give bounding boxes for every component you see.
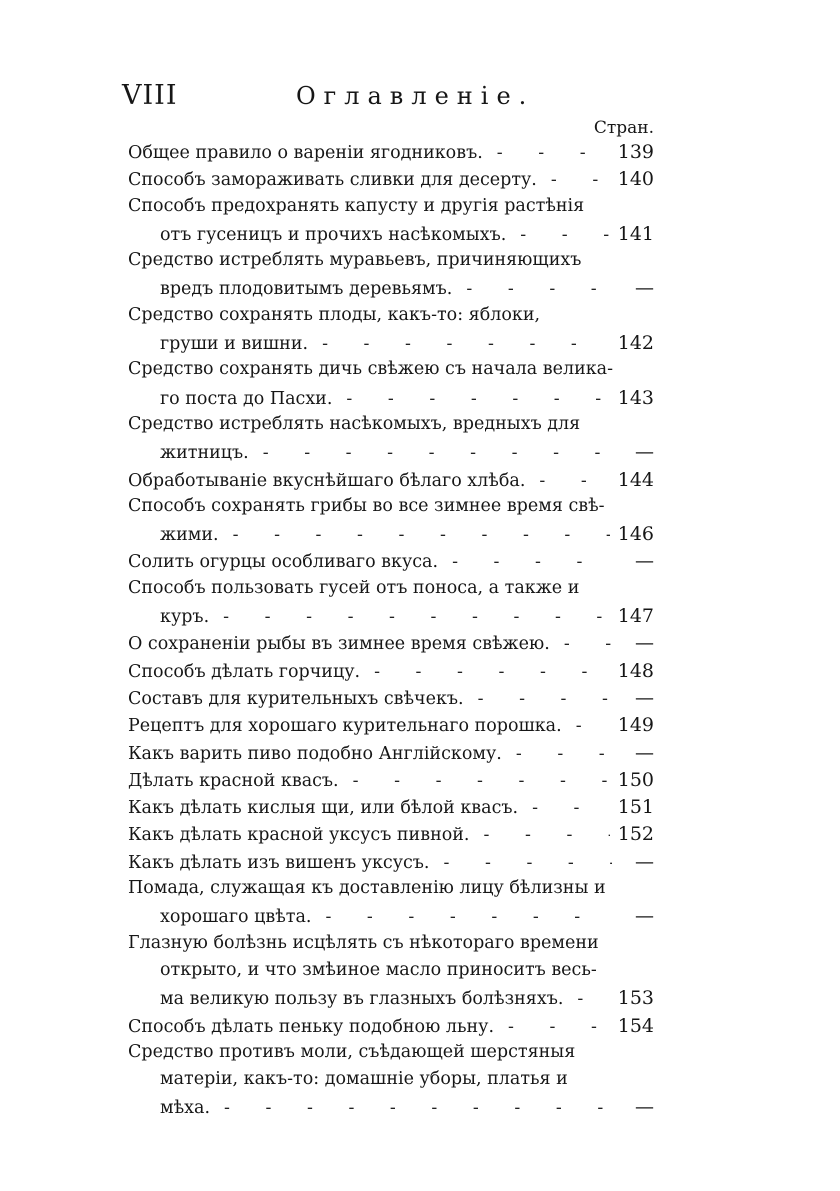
toc-entry-text: Способъ пользовать гусей отъ поноса, а также и xyxy=(128,577,580,598)
toc-entry-text: Способъ дѣлать горчицу. xyxy=(128,661,361,682)
toc-entry-text: отъ гусеницъ и прочихъ насѣкомыхъ. xyxy=(160,224,507,245)
toc-entry-line xyxy=(128,141,654,168)
dot-leader xyxy=(224,1098,612,1118)
toc-page-number: 142 xyxy=(617,332,654,355)
dot-leader xyxy=(516,744,612,764)
toc-entry-text: Дѣлать красной квасъ. xyxy=(128,770,339,791)
toc-entry-continuation xyxy=(128,605,654,632)
toc-entry xyxy=(128,414,654,469)
dot-leader xyxy=(564,634,612,654)
toc-entry-line xyxy=(128,414,654,441)
toc-entry-text: груши и вишни. xyxy=(160,334,309,355)
toc-entry-line xyxy=(128,196,654,223)
page-column-label: Стран. xyxy=(593,118,654,138)
toc-entry-text: Глазную болѣзнь исцѣлять съ нѣкотораго времени xyxy=(128,932,599,953)
toc-entry xyxy=(128,196,654,251)
toc-entry-line xyxy=(128,878,654,905)
toc-entry-continuation xyxy=(128,905,654,932)
dot-leader xyxy=(223,607,610,627)
toc-entry xyxy=(128,660,654,687)
toc-entry xyxy=(128,823,654,850)
toc-entry-line xyxy=(128,496,654,523)
dot-leader xyxy=(325,907,612,927)
dot-leader xyxy=(577,989,609,1009)
toc-entry-continuation xyxy=(128,1096,654,1123)
toc-page-number: 144 xyxy=(617,468,654,491)
toc-entry xyxy=(128,1042,654,1124)
toc-entry-text: Помада, служащая къ доставленію лицу бѣлизны и xyxy=(128,878,606,899)
toc-page-number: 139 xyxy=(617,141,654,163)
toc-entry xyxy=(128,250,654,305)
toc-entry-text: го поста до Пасхи. xyxy=(160,388,333,409)
toc-entry-text: Средство сохранять плоды, какъ-то: яблоки, xyxy=(128,304,541,325)
toc-entry-line xyxy=(128,305,654,332)
toc-entry-text: житницъ. xyxy=(160,443,249,464)
toc-entry-line xyxy=(128,250,654,277)
toc-entry-text: открыто, и что змѣиное масло приноситъ весь- xyxy=(160,959,597,980)
toc-entry-line xyxy=(128,769,654,796)
toc-entry xyxy=(128,742,654,769)
toc-entry-text: Способъ сохранять грибы во все зимнее время свѣ- xyxy=(128,495,605,516)
toc-entry-text: Какъ варить пиво подобно Англійскому. xyxy=(128,743,502,764)
toc-entry xyxy=(128,632,654,659)
toc-entry-text: вредъ плодовитымъ деревьямъ. xyxy=(160,279,453,300)
toc-entry-text: Средство истреблять насѣкомыхъ, вредныхъ для xyxy=(128,413,581,434)
toc-entry-line xyxy=(128,823,654,850)
toc-entry xyxy=(128,878,654,933)
toc-entry xyxy=(128,550,654,577)
dot-leader xyxy=(353,771,610,791)
toc-entry-line xyxy=(128,359,654,386)
toc-page-number: 140 xyxy=(617,168,654,191)
toc-entry-continuation xyxy=(128,960,654,987)
toc-entry-text: Солить огурцы особливаго вкуса. xyxy=(128,552,439,573)
toc-page-number: — xyxy=(635,550,654,573)
dot-leader xyxy=(444,853,613,873)
toc-entry xyxy=(128,851,654,878)
dot-leader xyxy=(520,225,609,245)
toc-entry-text: хорошаго цвѣта. xyxy=(160,907,312,928)
toc-entry-text: Какъ дѣлать кислыя щи, или бѣлой квасъ. xyxy=(128,798,519,819)
dot-leader xyxy=(497,143,610,163)
toc-entry-text: ма великую пользу въ глазныхъ болѣзняхъ. xyxy=(160,989,564,1010)
toc-entry-text: жими. xyxy=(160,525,219,546)
toc-page-number: — xyxy=(635,632,654,655)
toc-entry-text: Составъ для курительныхъ свѣчекъ. xyxy=(128,688,464,709)
toc-page-number: — xyxy=(635,905,654,928)
toc-entry-continuation xyxy=(128,987,654,1014)
toc-entry-line xyxy=(128,742,654,769)
toc-entry-text: куръ. xyxy=(160,607,210,628)
toc-page-number: — xyxy=(635,741,654,764)
dot-leader xyxy=(452,552,612,572)
toc-entry xyxy=(128,305,654,360)
dot-leader xyxy=(478,689,612,709)
toc-entry-line xyxy=(128,550,654,577)
toc-entry-continuation xyxy=(128,1069,654,1096)
toc-entry-line xyxy=(128,1015,654,1042)
dot-leader xyxy=(508,1017,610,1037)
toc-entry-continuation xyxy=(128,523,654,550)
dot-leader xyxy=(233,525,610,545)
toc-entry-line xyxy=(128,714,654,741)
toc-entry-text: Способъ замораживать сливки для десерту. xyxy=(128,170,537,191)
toc-entry-line xyxy=(128,1042,654,1069)
toc-entry-text: мѣха. xyxy=(160,1098,211,1119)
dot-leader xyxy=(484,825,610,845)
toc-entry xyxy=(128,578,654,633)
toc-entry-line xyxy=(128,168,654,195)
toc-page-number: 143 xyxy=(617,386,654,409)
toc-entry-text: Способъ дѣлать пеньку подобною льну. xyxy=(128,1016,495,1037)
toc-entry-text: Какъ дѣлать изъ вишенъ уксусъ. xyxy=(128,852,430,873)
toc-entry xyxy=(128,933,654,1015)
toc-entry-continuation xyxy=(128,387,654,414)
toc-entry-continuation xyxy=(128,332,654,359)
toc-page-number: — xyxy=(635,277,654,300)
toc-page-number: — xyxy=(635,686,654,709)
dot-leader xyxy=(551,170,610,190)
toc-page-number: 147 xyxy=(617,605,654,628)
toc-entry-text: Средство истреблять муравьевъ, причиняющихъ xyxy=(128,250,582,271)
dot-leader xyxy=(374,662,610,682)
toc-entry xyxy=(128,469,654,496)
toc-entry-continuation xyxy=(128,441,654,468)
toc-page-number: 153 xyxy=(617,987,654,1010)
toc-entry-line xyxy=(128,632,654,659)
page-title: Оглавленіе. xyxy=(296,82,535,110)
toc-entry-line xyxy=(128,660,654,687)
toc-entry-line xyxy=(128,796,654,823)
toc-page-number: 149 xyxy=(617,714,654,737)
toc-entry xyxy=(128,141,654,168)
toc-page-number: 146 xyxy=(617,523,654,546)
toc-entry xyxy=(128,796,654,823)
toc-entry-line xyxy=(128,851,654,878)
toc-entry-line xyxy=(128,469,654,496)
toc-entry xyxy=(128,496,654,551)
toc-entry-continuation xyxy=(128,277,654,304)
dot-leader xyxy=(322,334,610,354)
dot-leader xyxy=(263,443,612,463)
toc-entry-text: Средство сохранять дичь свѣжею съ начала велика- xyxy=(128,359,614,380)
toc-page-number: — xyxy=(635,850,654,873)
toc-entry xyxy=(128,714,654,741)
toc-entry-text: Способъ предохранять капусту и другія растѣнія xyxy=(128,195,585,216)
toc-entry xyxy=(128,1015,654,1042)
dot-leader xyxy=(532,798,610,818)
toc-page-number: 150 xyxy=(617,768,654,791)
toc-entry-line xyxy=(128,578,654,605)
toc-entry-text: Рецептъ для хорошаго курительнаго порошка. xyxy=(128,716,562,737)
toc-page-number: — xyxy=(635,1096,654,1119)
toc-page-number: 151 xyxy=(617,796,654,819)
toc-entry xyxy=(128,359,654,414)
dot-leader xyxy=(346,389,609,409)
toc-entry xyxy=(128,168,654,195)
toc-page-number: 148 xyxy=(617,659,654,682)
dot-leader xyxy=(576,716,610,736)
toc-entry-line xyxy=(128,933,654,960)
toc-page-number: 154 xyxy=(617,1014,654,1037)
toc-entry-continuation xyxy=(128,223,654,250)
toc-entry-line xyxy=(128,687,654,714)
toc-entry xyxy=(128,769,654,796)
dot-leader xyxy=(466,279,612,299)
toc-entry-text: Обработываніе вкуснѣйшаго бѣлаго хлѣба. xyxy=(128,470,526,491)
page-number: VIII xyxy=(122,80,178,111)
toc-entry-text: Средство противъ моли, съѣдающей шерстяныя xyxy=(128,1041,576,1062)
table-of-contents xyxy=(128,141,654,1124)
dot-leader xyxy=(539,471,609,491)
toc-entry-text: матеріи, какъ-то: домашніе уборы, платья и xyxy=(160,1069,568,1090)
toc-entry-text: Общее правило о вареніи ягодниковъ. xyxy=(128,143,483,163)
toc-entry xyxy=(128,687,654,714)
toc-page-number: 152 xyxy=(617,823,654,846)
toc-entry-text: О сохраненіи рыбы въ зимнее время свѣжею. xyxy=(128,634,550,655)
toc-page-number: 141 xyxy=(617,222,654,245)
toc-page-number: — xyxy=(635,441,654,464)
toc-entry-text: Какъ дѣлать красной уксусъ пивной. xyxy=(128,825,470,846)
